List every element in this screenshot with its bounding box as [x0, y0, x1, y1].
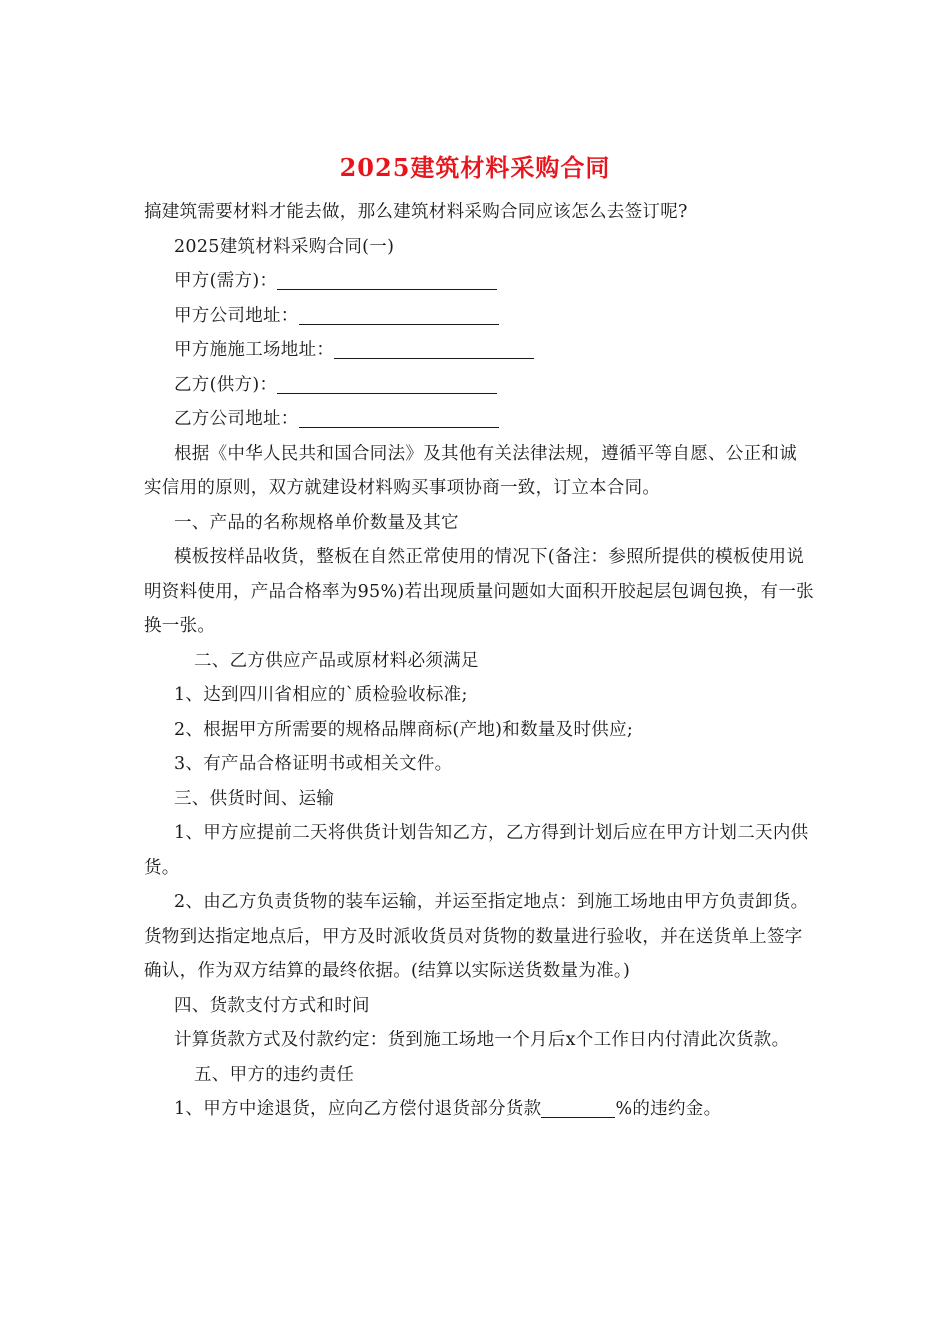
section-3-item: 1、甲方应提前二天将供货计划告知乙方，乙方得到计划后应在甲方计划二天内供货。	[144, 823, 809, 878]
party-a-field	[144, 264, 814, 299]
section-5-item-text: 1、甲方中途退货，应向乙方偿付退货部分货款	[174, 1099, 542, 1119]
party-a-address-field	[144, 299, 814, 334]
party-a-address-label: 甲方公司地址：	[174, 305, 299, 326]
party-a-site-blank	[334, 336, 534, 359]
section-5-item	[144, 1092, 814, 1127]
section-5-heading: 五、甲方的违约责任	[194, 1064, 355, 1085]
section-3-item: 2、由乙方负责货物的装车运输，并运至指定地点：到施工场地由甲方负责卸货。货物到达指定地点后，甲方及时派收货员对货物的数量进行验收，并在送货单上签字确认，作为双方结算的最终依据。(结算以实际送货数量为准。)	[144, 892, 809, 981]
section-4-heading: 四、货款支付方式和时间	[174, 995, 370, 1016]
section-2-heading: 二、乙方供应产品或原材料必须满足	[194, 650, 479, 671]
intro-paragraph: 搞建筑需要材料才能去做，那么建筑材料采购合同应该怎么去签订呢?	[144, 202, 688, 222]
preamble-paragraph: 根据《中华人民共和国合同法》及其他有关法律法规，遵循平等自愿、公正和诚实信用的原则，双方就建设材料购买事项协商一致，订立本合同。	[144, 443, 797, 498]
section-1-heading: 一、产品的名称规格单价数量及其它	[174, 512, 459, 533]
section-1-text: 模板按样品收货，整板在自然正常使用的情况下(备注：参照所提供的模板使用说明资料使用，产品合格率为95%)若出现质量问题如大面积开胶起层包调包换，有一张换一张。	[144, 547, 814, 636]
party-b-label: 乙方(供方)：	[174, 374, 278, 395]
party-a-site-field	[144, 333, 814, 368]
section-2-item: 2、根据甲方所需要的规格品牌商标(产地)和数量及时供应;	[174, 719, 634, 740]
section-4-text: 计算货款方式及付款约定：货到施工场地一个月后x个工作日内付清此次货款。	[174, 1030, 790, 1050]
party-b-field	[144, 368, 814, 403]
section-2-item: 3、有产品合格证明书或相关文件。	[174, 754, 453, 774]
section-3-heading: 三、供货时间、运输	[174, 788, 335, 809]
section-2-item: 1、达到四川省相应的`质检验收标准;	[174, 685, 468, 705]
party-a-blank	[277, 267, 497, 290]
party-b-address-label: 乙方公司地址：	[174, 409, 299, 429]
party-b-blank	[277, 371, 497, 394]
party-a-label: 甲方(需方)：	[174, 271, 278, 291]
party-b-address-field	[144, 402, 814, 437]
section-5-item-suffix: %的违约金。	[615, 1099, 722, 1119]
document-body	[144, 195, 814, 1127]
contract-heading: 2025建筑材料采购合同(一)	[174, 236, 395, 257]
party-a-site-label: 甲方施施工场地址：	[174, 340, 335, 360]
page-title: 2025建筑材料采购合同	[339, 153, 611, 182]
party-b-address-blank	[299, 405, 499, 428]
party-a-address-blank	[299, 302, 499, 325]
penalty-percent-blank	[541, 1095, 615, 1118]
